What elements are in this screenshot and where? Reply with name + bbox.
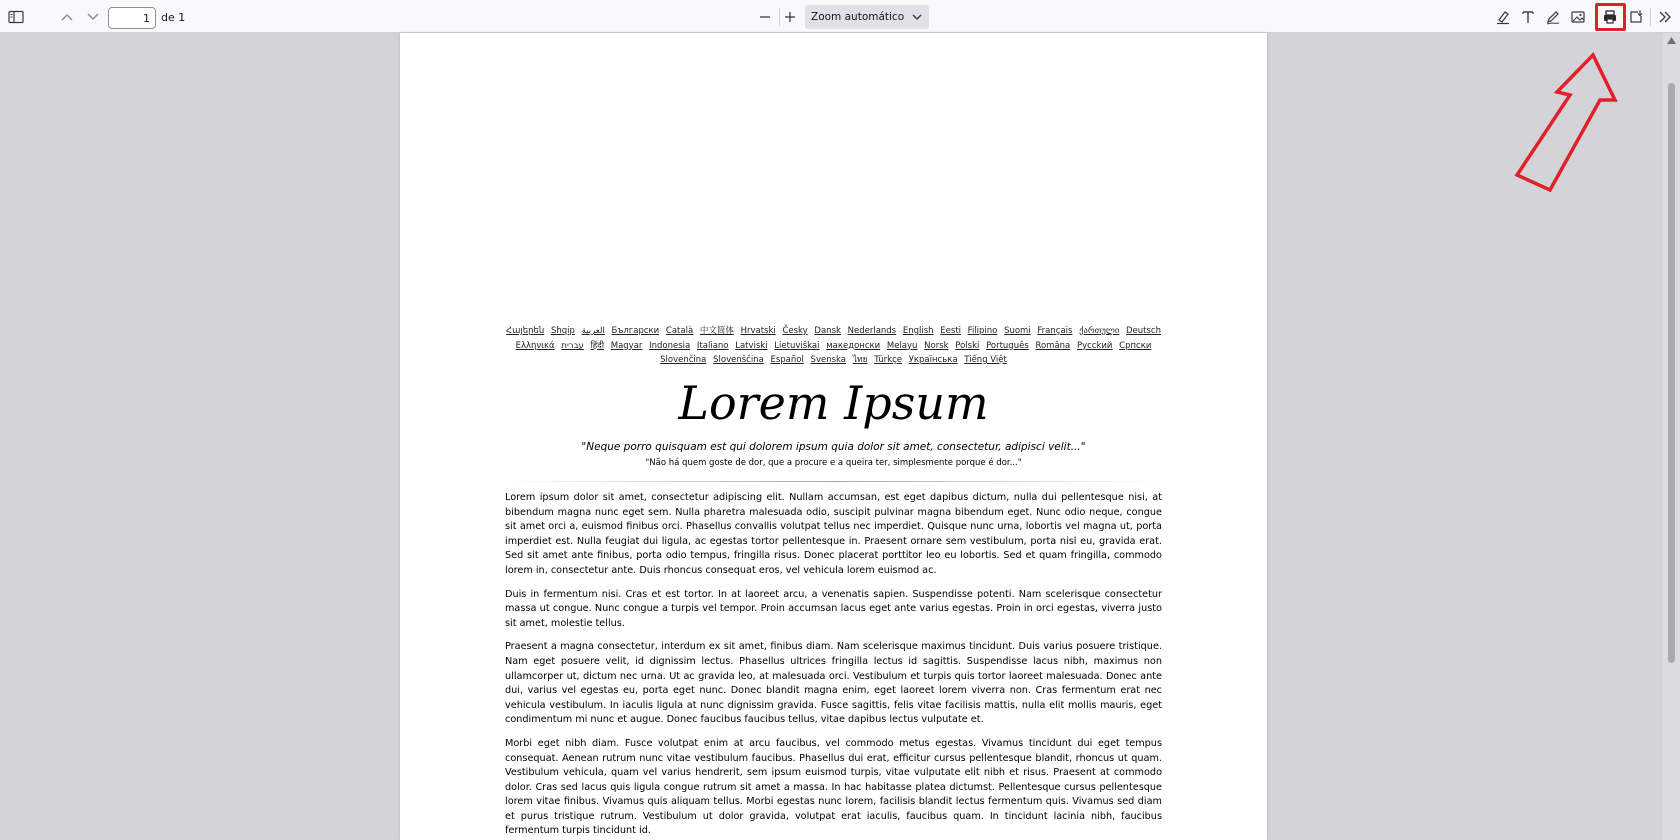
language-link[interactable]: Româna	[1035, 340, 1071, 351]
save-button[interactable]	[1623, 4, 1649, 30]
text-icon	[1520, 9, 1536, 25]
sidebar-toggle-icon	[8, 10, 24, 24]
draw-icon	[1545, 9, 1561, 25]
paragraph: Lorem ipsum dolor sit amet, consectetur adipiscing elit. Nullam accumsan, est eget dapibus dictum, nulla dui pellentesque nisi, at bibendum magna nunc eget sem. Nulla pharetra malesuada odio, suscipit pulvinar magna bibendum eget. Nunc odio neque, congue sit amet orci a, euismod finibus orci. Phasellus convallis volutpat tellus nec imperdiet. Quisque nunc urna, lobortis vel magna ut, porta imperdiet est. Nulla feugiat dui ligula, ac egestas tortor pellentesque in. Praesent ornare sem vestibulum, porta nisl eu, gravida erat. Sed sit amet ante finibus, porta odio tempus, fringilla risus. Donec placerat porttitor leo eu lobortis. Sed et quam fringilla, commodo lorem in, consectetur ante. Duis rhoncus consequat eros, vel vehicula lorem euismod ac.	[505, 492, 1162, 576]
language-link[interactable]: Svenska	[810, 355, 846, 365]
chevron-up-icon[interactable]	[1667, 37, 1676, 44]
language-link[interactable]: Česky	[782, 326, 808, 336]
language-link[interactable]: Shqip	[550, 326, 575, 336]
language-link[interactable]: Հայերեն	[506, 326, 545, 336]
language-link[interactable]: Latviski	[735, 340, 768, 351]
language-link[interactable]: Filipino	[967, 326, 998, 336]
language-link[interactable]: ไทย	[852, 355, 868, 365]
language-link[interactable]: 中文简体	[699, 326, 734, 336]
language-link[interactable]: Magyar	[610, 340, 643, 351]
language-link[interactable]: Български	[611, 326, 660, 336]
language-link[interactable]: हिंदी	[590, 340, 605, 351]
language-link[interactable]: Italiano	[696, 340, 729, 351]
divider-rule	[505, 481, 1162, 482]
zoom-select-value: Zoom automático	[811, 11, 905, 23]
language-link[interactable]: עברית	[561, 340, 584, 351]
language-link[interactable]: Français	[1037, 326, 1073, 336]
zoom-out-button[interactable]	[752, 4, 778, 30]
language-link[interactable]: Tiếng Việt	[964, 355, 1007, 365]
language-link[interactable]: Nederlands	[847, 326, 897, 336]
language-link[interactable]: Polski	[955, 340, 980, 351]
toolbar-divider	[1650, 8, 1651, 26]
language-link[interactable]: Deutsch	[1126, 326, 1161, 336]
language-links	[500, 324, 1167, 368]
language-link[interactable]: Pycckий	[1076, 340, 1113, 351]
sidebar-toggle-button[interactable]	[3, 4, 29, 30]
zoom-select[interactable]	[805, 5, 929, 29]
page-count-label: de 1	[161, 11, 186, 24]
language-link[interactable]: Eesti	[940, 326, 961, 336]
language-link[interactable]: Српски	[1119, 340, 1152, 351]
language-link[interactable]: العربية	[581, 326, 605, 336]
page-number-input[interactable]	[108, 7, 156, 29]
paragraph: Duis in fermentum nisi. Cras et est tortor. In at laoreet arcu, a venenatis sapien. Suspendisse potenti. Nam scelerisque consectetur massa ut congue. Nunc congue a turpis vel tempor. Proin accumsan lacus eget ante varius egestas. Proin in orci egestas, viverra justo sit amet, molestie tellus.	[505, 588, 1162, 629]
highlight-icon	[1495, 9, 1511, 25]
language-link[interactable]: Català	[665, 326, 694, 336]
previous-page-button[interactable]	[54, 4, 80, 30]
language-link[interactable]: English	[902, 326, 934, 336]
language-link[interactable]: Español	[770, 355, 804, 365]
vertical-scrollbar[interactable]	[1663, 33, 1680, 840]
red-arrow-annotation	[1505, 50, 1625, 195]
language-link[interactable]: Português	[986, 340, 1029, 351]
language-link[interactable]: ქართული	[1079, 326, 1120, 336]
zoom-in-button[interactable]	[777, 4, 803, 30]
language-link[interactable]: Hrvatski	[740, 326, 776, 336]
language-link[interactable]: Slovenščina	[713, 355, 764, 365]
language-link[interactable]: Dansk	[814, 326, 841, 336]
document-body	[505, 491, 1162, 840]
pdf-page	[400, 33, 1267, 840]
chevron-up-icon	[60, 12, 74, 22]
language-link[interactable]: Norsk	[924, 340, 949, 351]
print-button-highlight	[1595, 3, 1626, 31]
language-link[interactable]: Suomi	[1004, 326, 1031, 336]
language-link[interactable]: македонски	[826, 340, 881, 351]
chevron-down-icon	[911, 11, 923, 23]
add-image-button[interactable]	[1565, 4, 1591, 30]
language-link[interactable]: Indonesia	[649, 340, 691, 351]
scrollbar-thumb[interactable]	[1668, 83, 1675, 663]
minus-icon	[758, 10, 772, 24]
more-tools-button[interactable]	[1652, 4, 1678, 30]
language-link[interactable]: Slovenčina	[660, 355, 707, 365]
highlight-button[interactable]	[1490, 4, 1516, 30]
double-chevron-right-icon	[1658, 10, 1672, 24]
chevron-down-icon	[86, 12, 100, 22]
language-link[interactable]: Lietuviškai	[774, 340, 820, 351]
save-icon	[1628, 9, 1644, 25]
latin-quote: "Neque porro quisquam est qui dolorem ipsum quia dolor sit amet, consectetur, adipisci velit..."	[581, 441, 1086, 453]
language-link[interactable]: Türkçe	[874, 355, 902, 365]
pdf-toolbar	[0, 0, 1680, 33]
image-icon	[1570, 9, 1586, 25]
add-text-button[interactable]	[1515, 4, 1541, 30]
language-link[interactable]: Melayu	[886, 340, 918, 351]
language-link[interactable]: Ελληνικά	[515, 340, 555, 351]
paragraph: Morbi eget nibh diam. Fusce volutpat enim at arcu faucibus, vel commodo metus egestas. Vivamus tincidunt dui eget tempus consequat. Aenean rutrum nunc vitae vestibulum faucibus. Phasellus dui erat, efficitur cursus pellentesque blandit, rhoncus ut quam. Vestibulum vehicula, quam vel varius hendrerit, sem ipsum euismod turpis, vitae vulputate elit nibh et risus. Praesent at commodo dolor. Cras sed lacus quis ligula congue rutrum sit amet a massa. In hac habitasse platea dictumst. Pellentesque cursus pellentesque lorem vitae finibus. Vivamus quis aliquam tellus. Morbi egestas nunc lorem, facilisis blandit lectus fermentum quis. Vivamus sed diam et purus tristique rutrum. Vestibulum ut dolor gravida, volutpat erat iaculis, faucibus quam. In tincidunt lacinia nibh, faucibus fermentum turpis tincidunt id.	[505, 737, 1162, 837]
document-title: Lorem Ipsum	[678, 376, 989, 430]
paragraph: Praesent a magna consectetur, interdum ex sit amet, finibus diam. Nam scelerisque maximus tincidunt. Duis varius posuere tristique. Nam eget posuere velit, id dignissim lectus. Phasellus ultrices fringilla lectus id sagittis. Suspendisse lacus nibh, maximus non ullamcorper ut, dictum nec urna. Ut ac gravida leo, at malesuada orci. Vestibulum et turpis quis tortor laoreet malesuada. Donec ante dui, varius vel egestas eu, porta eget nunc. Donec blandit magna enim, eget laoreet lorem viverra non. Cras fermentum erat nec vehicula vestibulum. In iaculis ligula at nunc dignissim gravida. Fusce sagittis, felis vitae facilisis mattis, nulla elit mollis mauris, eget condimentum mi nunc et augue. Donec faucibus faucibus tellus, vitae dapibus lectus vulputate et.	[505, 641, 1162, 726]
portuguese-quote: "Não há quem goste de dor, que a procure e a queira ter, simplesmente porque é dor..."	[645, 458, 1022, 468]
plus-icon	[783, 10, 797, 24]
next-page-button[interactable]	[80, 4, 106, 30]
draw-button[interactable]	[1540, 4, 1566, 30]
language-link[interactable]: Українська	[908, 355, 958, 365]
